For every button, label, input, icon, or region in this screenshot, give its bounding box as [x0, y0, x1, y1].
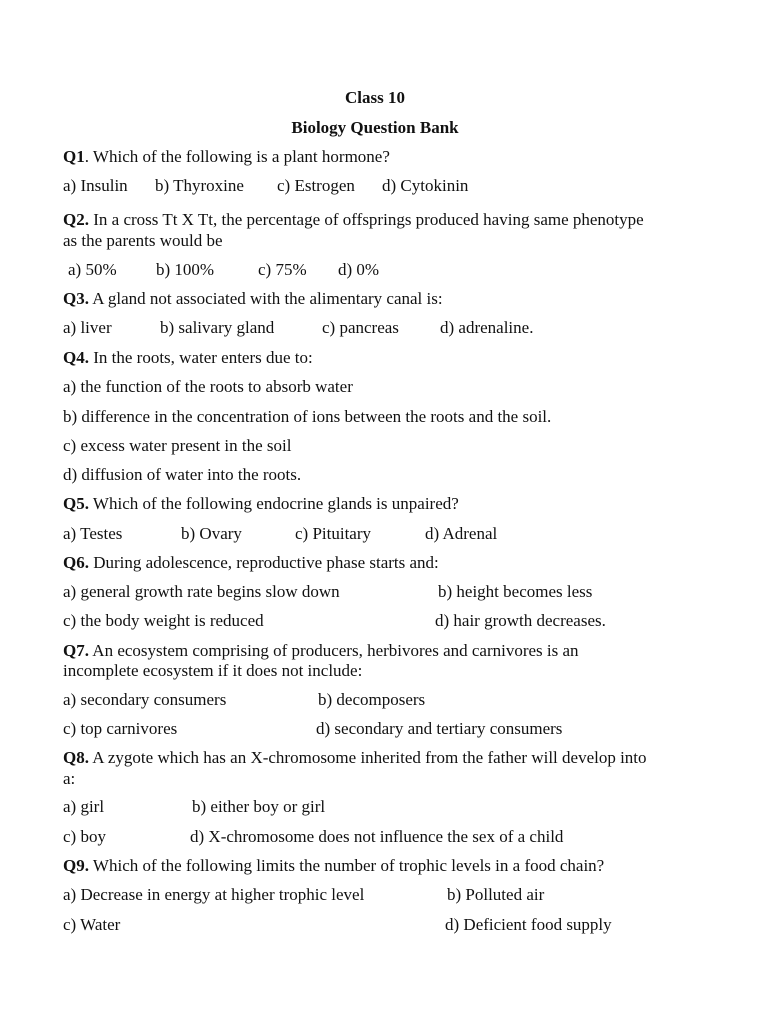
question-7: [63, 641, 579, 661]
option-b: b) decomposers: [318, 690, 426, 709]
question-number: Q4.: [63, 348, 89, 367]
option-a: a) general growth rate begins slow down: [63, 582, 340, 601]
question-text: An ecosystem comprising of producers, herbivores and carnivores is an: [88, 641, 579, 660]
question-1: [63, 147, 390, 167]
question-5: [63, 494, 459, 514]
option-c: c) pancreas: [322, 318, 399, 337]
question-text: In a cross Tt X Tt, the percentage of offsprings produced having same phenotype: [88, 210, 644, 229]
class-heading: Class 10: [345, 88, 405, 107]
question-number: Q6.: [63, 553, 89, 572]
option-a: a) secondary consumers: [63, 690, 227, 709]
option-c: c) Water: [63, 915, 121, 934]
question-number: Q5.: [63, 494, 89, 513]
option-c: c) Pituitary: [295, 524, 372, 543]
question-number: Q9.: [63, 856, 89, 875]
option-b: b) Thyroxine: [155, 176, 244, 195]
option-d: d) diffusion of water into the roots.: [63, 465, 302, 484]
question-7-continuation: incomplete ecosystem if it does not include:: [63, 661, 363, 680]
question-6: [63, 553, 439, 573]
question-text: Which of the following endocrine glands is unpaired?: [88, 494, 459, 513]
option-d: d) Deficient food supply: [445, 915, 612, 934]
option-a: a) Insulin: [63, 176, 128, 195]
question-2: [63, 210, 644, 230]
question-8: [63, 748, 647, 768]
option-c: c) 75%: [258, 260, 307, 279]
option-b: b) Polluted air: [447, 885, 545, 904]
question-text: In the roots, water enters due to:: [88, 348, 313, 367]
question-number: Q2.: [63, 210, 89, 229]
option-a: a) Testes: [63, 524, 123, 543]
question-8-continuation: a:: [63, 769, 76, 788]
question-text: . Which of the following is a plant hormone?: [84, 147, 390, 166]
option-a: a) liver: [63, 318, 112, 337]
option-a: a) Decrease in energy at higher trophic level: [63, 885, 365, 904]
option-b: b) 100%: [156, 260, 215, 279]
question-4: [63, 348, 313, 368]
option-c: c) top carnivores: [63, 719, 178, 738]
question-text: A gland not associated with the alimentary canal is:: [88, 289, 443, 308]
option-b: b) either boy or girl: [192, 797, 326, 816]
page-title: Biology Question Bank: [291, 118, 459, 137]
option-c: c) excess water present in the soil: [63, 436, 292, 455]
question-2-continuation: as the parents would be: [63, 231, 223, 250]
option-a: a) 50%: [68, 260, 117, 279]
option-b: b) difference in the concentration of ions between the roots and the soil.: [63, 407, 552, 426]
question-number: Q3.: [63, 289, 89, 308]
question-number: Q1: [63, 147, 85, 166]
option-d: d) secondary and tertiary consumers: [316, 719, 563, 738]
option-b: b) Ovary: [181, 524, 242, 543]
option-c: c) boy: [63, 827, 106, 846]
option-d: d) hair growth decreases.: [435, 611, 606, 630]
option-d: d) Cytokinin: [382, 176, 469, 195]
question-text: A zygote which has an X-chromosome inherited from the father will develop into: [88, 748, 647, 767]
option-c: c) the body weight is reduced: [63, 611, 264, 630]
option-b: b) height becomes less: [438, 582, 593, 601]
option-a: a) the function of the roots to absorb water: [63, 377, 353, 396]
question-text: During adolescence, reproductive phase starts and:: [88, 553, 439, 572]
question-number: Q8.: [63, 748, 89, 767]
option-d: d) adrenaline.: [440, 318, 534, 337]
option-b: b) salivary gland: [160, 318, 275, 337]
question-9: [63, 856, 604, 876]
question-text: Which of the following limits the number of trophic levels in a food chain?: [88, 856, 605, 875]
option-d: d) Adrenal: [425, 524, 498, 543]
option-d: d) 0%: [338, 260, 380, 279]
option-a: a) girl: [63, 797, 105, 816]
question-number: Q7.: [63, 641, 89, 660]
question-3: [63, 289, 443, 309]
option-d: d) X-chromosome does not influence the sex of a child: [190, 827, 564, 846]
option-c: c) Estrogen: [277, 176, 355, 195]
